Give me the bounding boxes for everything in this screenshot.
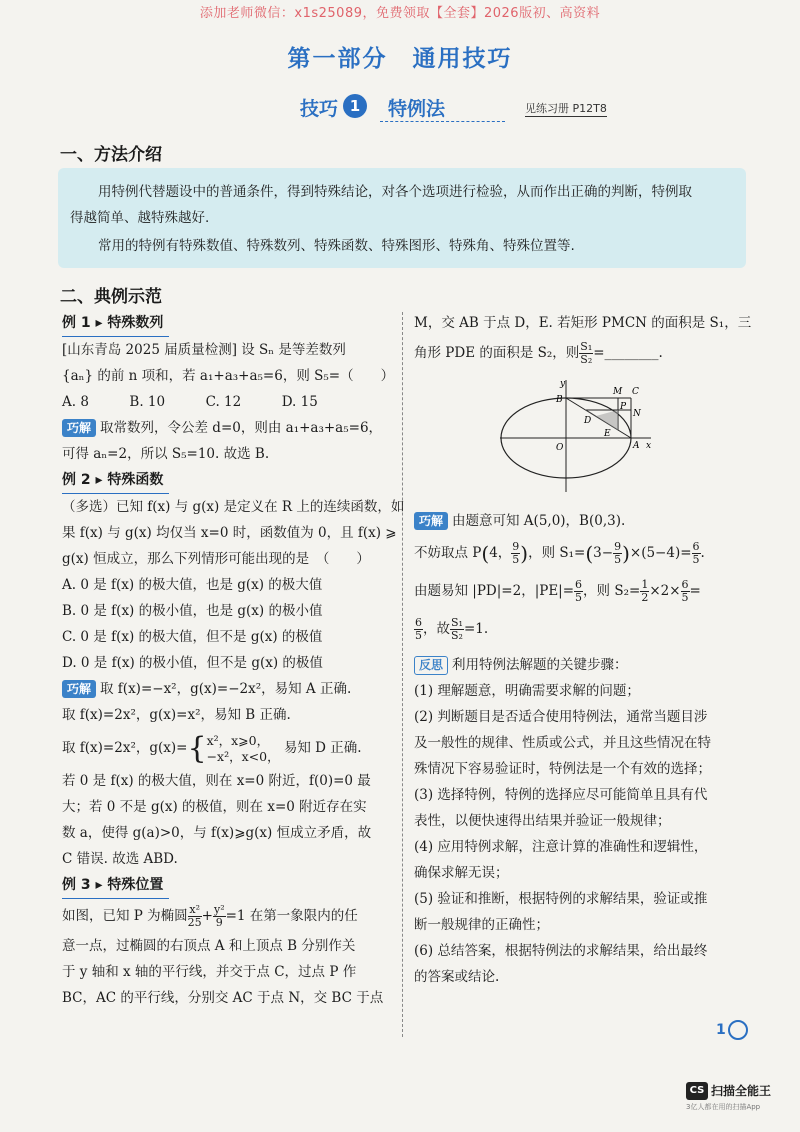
example-2-option-b: B. 0 是 f(x) 的极小值，也是 g(x) 的极小值: [62, 603, 323, 619]
page-number: 1: [716, 1020, 748, 1040]
left-column: [62, 310, 405, 1011]
example-3-solution-line: 不妨取点 P(4， $\frac{9}{5}$ )，则 S₁=(3− $\frac{9}{5}$ )×(5−4)= $\frac{6}{5}$ .: [414, 540, 705, 566]
fraction-y2-9: $\frac{\text{y²}}{9}$: [213, 903, 225, 929]
example-2-option-c: C. 0 是 f(x) 的极大值，但不是 g(x) 的极值: [62, 629, 323, 645]
reflection-line: 断一般规律的正确性；: [414, 917, 549, 933]
fraction-9-5: $\frac{9}{5}$: [614, 540, 622, 566]
label-x: x: [646, 441, 652, 451]
fraction-1-2: $\frac{1}{2}$: [641, 578, 649, 604]
label-y: y: [560, 379, 566, 389]
reflection-line: 确保求解无误；: [414, 865, 509, 881]
reflection-line: (4) 应用特例求解，注意计算的准确性和逻辑性，: [414, 839, 708, 855]
quick-solution-badge: 巧解: [62, 419, 96, 437]
triangle-pde: [596, 410, 618, 430]
example-2-option-a: A. 0 是 f(x) 的极大值，也是 g(x) 的极大值: [62, 577, 323, 593]
example-3-question-line: BC，AC 的平行线，分别交 AC 于点 N，交 BC 于点: [62, 990, 384, 1006]
example-2-question-line: g(x) 恒成立，那么下列情形可能出现的是 （ ）: [62, 551, 370, 567]
example-2-question-line: 果 f(x) 与 g(x) 均仅当 x=0 时，函数值为 0，且 f(x) ⩾: [62, 525, 397, 541]
label-o: O: [556, 443, 564, 453]
fraction-9-5: $\frac{9}{5}$: [512, 540, 520, 566]
column-divider: [402, 312, 403, 1037]
fraction-6-5: $\frac{6}{5}$: [575, 578, 583, 604]
right-column: [414, 310, 754, 990]
example-3-question-cont: M，交 AB 于点 D，E. 若矩形 PMCN 的面积是 S₁，三: [414, 315, 752, 331]
watermark-text: 添加老师微信：x1s25089，免费领取【全套】2026版初、高资料: [199, 6, 601, 21]
label-a: A: [633, 441, 640, 451]
example-1-solution-line: 取常数列，令公差 d=0，则由 a₁+a₃+a₅=6，: [100, 420, 383, 436]
label-n: N: [633, 409, 641, 419]
example-2-solution-line: 大；若 0 不是 g(x) 的极值，则在 x=0 附近存在实: [62, 799, 367, 815]
scanner-app-name: 扫描全能王: [711, 1084, 772, 1098]
reflection-line: (3) 选择特例，特例的选择应尽可能简单且具有代: [414, 787, 708, 803]
example-2-solution-line: 数 a，使得 g(a)>0，与 f(x)⩾g(x) 恒成立矛盾，故: [62, 825, 372, 841]
scanner-tagline: 3亿人都在用的扫描App: [686, 1102, 761, 1111]
example-1-question-line: [山东青岛 2025 届质量检测] 设 Sₙ 是等差数列: [62, 342, 346, 358]
example-2-solution-line: 取 f(x)=2x²，g(x)=x²，易知 B 正确.: [62, 707, 291, 723]
reflection-line: (1) 理解题意，明确需要求解的问题；: [414, 683, 640, 699]
example-2-question-line: （多选）已知 f(x) 与 g(x) 是定义在 R 上的连续函数，如: [62, 499, 405, 515]
example-2-solution-line: 若 0 是 f(x) 的极大值，则在 x=0 附近，f(0)=0 最: [62, 773, 371, 789]
label-e: E: [604, 429, 611, 439]
technique-number-badge: 1: [343, 94, 367, 118]
reflection-line: (2) 判断题目是否适合使用特例法，通常当题目涉: [414, 709, 708, 725]
brace-glyph: {: [187, 730, 207, 766]
example-3-question-line: 于 y 轴和 x 轴的平行线，并交于点 C，过点 P 作: [62, 964, 357, 980]
example-2-option-d: D. 0 是 f(x) 的极小值，但不是 g(x) 的极值: [62, 655, 323, 671]
fraction-6-5: $\frac{6}{5}$: [415, 616, 422, 642]
fraction-6-5: $\frac{6}{5}$: [692, 540, 700, 566]
example-3-title: 例 3 ▸ 特殊位置: [62, 872, 169, 899]
piecewise-case-1: x²，x⩾0，: [206, 732, 270, 748]
technique-header: [300, 94, 660, 124]
reflection-badge: 反思: [414, 656, 448, 675]
label-c: C: [632, 387, 639, 397]
reflection-intro: 利用特例法解题的关键步骤：: [452, 657, 628, 673]
fraction-s1-s2: $\frac{\text{S₁}}{\text{S₂}}$: [451, 616, 463, 642]
label-b: B: [556, 395, 563, 405]
label-p: P: [620, 402, 627, 412]
example-3-solution-line: $\frac{6}{5}$ ，故 $\frac{\text{S₁}}{\text{S₂}}$ =1.: [415, 616, 489, 642]
camscanner-logo-icon: CS: [686, 1082, 708, 1100]
fraction-x2-25: $\frac{\text{x²}}{25}$: [187, 903, 202, 929]
method-paragraph-2: 常用的特例有特殊数值、特殊数列、特殊函数、特殊图形、特殊角、特殊位置等.: [98, 238, 575, 254]
quick-solution-badge: 巧解: [62, 680, 96, 698]
example-1-question-line: {aₙ} 的前 n 项和，若 a₁+a₃+a₅=6，则 S₅=（ ）: [62, 368, 395, 384]
ellipse-figure: [496, 376, 656, 496]
quick-solution-badge: 巧解: [414, 512, 448, 530]
reflection-line: 表性，以便快速得出结果并验证一般规律；: [414, 813, 671, 829]
example-1-options: A. 8 B. 10 C. 12 D. 15: [62, 394, 318, 410]
example-1-title: 例 1 ▸ 特殊数列: [62, 310, 169, 337]
example-2-title: 例 2 ▸ 特殊函数: [62, 467, 169, 494]
method-paragraph-1-cont: 得越简单、越特殊越好.: [70, 210, 210, 226]
reflection-line: (6) 总结答案，根据特例法的求解结果，给出最终: [414, 943, 708, 959]
example-2-solution-line: 取 f(x)=−x²，g(x)=−2x²，易知 A 正确.: [100, 681, 352, 697]
technique-underline: [380, 121, 505, 122]
technique-label: 技巧: [300, 98, 339, 120]
example-1-solution-line: 可得 aₙ=2，所以 S₅=10. 故选 B.: [62, 446, 270, 462]
example-3-question-line: 意一点，过椭圆的右顶点 A 和上顶点 B 分别作关: [62, 938, 356, 954]
reflection-line: 殊情况下容易验证时，特例法是一个有效的选择；: [414, 761, 711, 777]
section-heading-examples: 二、典例示范: [60, 287, 162, 307]
scanner-watermark: [686, 1080, 796, 1112]
fraction-6-5: $\frac{6}{5}$: [681, 578, 689, 604]
label-d: D: [584, 416, 592, 426]
fraction-s1-s2: $\frac{\text{S₁}}{\text{S₂}}$: [580, 340, 593, 366]
reflection-line: 及一般性的规律、性质或公式，并且这些情况在特: [414, 735, 711, 751]
part-title: 第一部分 通用技巧: [287, 46, 513, 72]
section-heading-method: 一、方法介绍: [60, 145, 162, 165]
example-2-solution-line: C 错误. 故选 ABD.: [62, 851, 178, 867]
reflection-line: (5) 验证和推断，根据特例的求解结果，验证或推: [414, 891, 708, 907]
example-3-question-cont: 角形 PDE 的面积是 S₂，则 $\frac{\text{S₁}}{\text{S₂}}$ =________.: [414, 340, 663, 366]
piecewise-case-2: −x²，x<0，: [206, 748, 280, 764]
page-corner-icon: [728, 1020, 748, 1040]
example-2-piecewise-line: 取 f(x)=2x²，g(x)={ x²，x⩾0， −x²，x<0， 易知 D 正确.: [62, 730, 362, 766]
label-m: M: [613, 387, 623, 397]
example-3-solution-line: 由题意可知 A(5,0)，B(0,3).: [452, 513, 626, 529]
technique-name: 特例法: [388, 98, 446, 120]
method-paragraph-1: 用特例代替题设中的普通条件，得到特殊结论，对各个选项进行检验，从而作出正确的判断，特例取: [98, 184, 692, 200]
example-3-solution-line: 由题易知 |PD|=2，|PE|= $\frac{6}{5}$ ，则 S₂= $\frac{1}{2}$ ×2× $\frac{6}{5}$ =: [414, 578, 701, 604]
reflection-line: 的答案或结论.: [414, 969, 500, 985]
workbook-reference: 见练习册 P12T8: [525, 102, 607, 115]
example-3-question-line: 如图，已知 P 为椭圆 $\frac{\text{x²}}{25}$ + $\frac{\text{y²}}{9}$ =1 在第一象限内的任: [62, 903, 358, 929]
